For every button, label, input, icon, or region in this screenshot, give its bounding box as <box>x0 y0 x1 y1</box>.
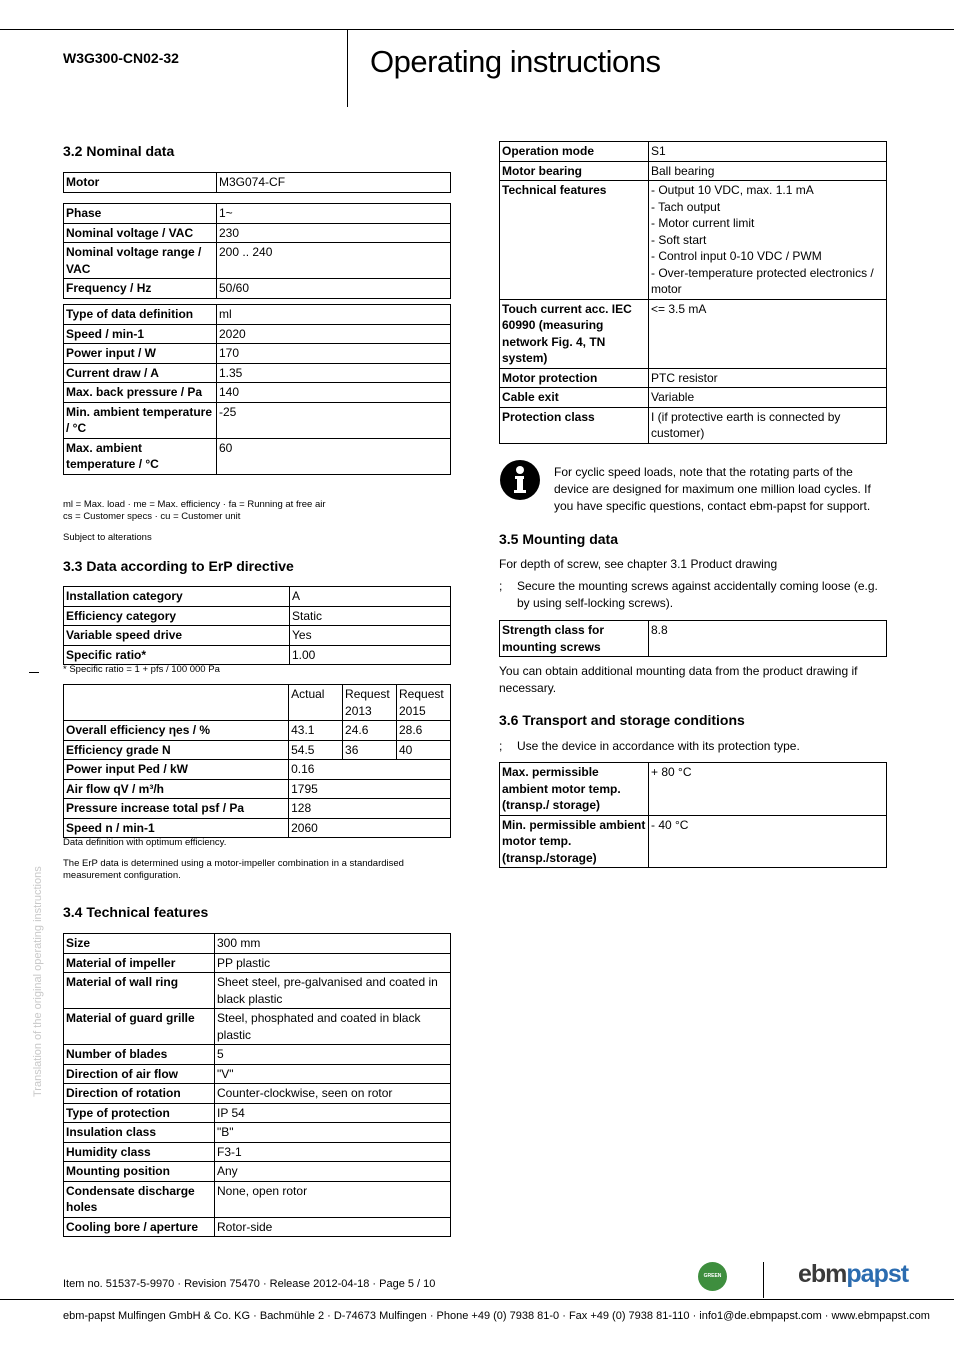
row-value: <= 3.5 mA <box>649 299 887 368</box>
heading-transport: 3.6 Transport and storage conditions <box>499 712 745 728</box>
row-value: ml <box>217 305 451 325</box>
row-value: 50/60 <box>217 279 451 299</box>
table-row <box>500 181 887 300</box>
row-value: M3G074-CF <box>217 173 451 193</box>
row-value: 28.6 <box>397 721 451 741</box>
row-value: 140 <box>217 383 451 403</box>
table-row <box>64 173 451 193</box>
row-value: Variable <box>649 388 887 408</box>
heading-technical-features: 3.4 Technical features <box>63 904 209 920</box>
table-row <box>64 1084 451 1104</box>
row-value: 43.1 <box>289 721 343 741</box>
row-label: Current draw / A <box>64 363 217 383</box>
company-info: ebm-papst Mulfingen GmbH & Co. KG · Bachmühle 2 · D-74673 Mulfingen · Phone +49 (0) 7938 81-0 · Fax +49 (0) 7938 81-110 · info1@de.ebmpapst.com · www.ebmpapst.com <box>63 1310 930 1322</box>
row-label: Variable speed drive <box>64 626 290 646</box>
table-row <box>500 388 887 408</box>
table-row <box>64 344 451 364</box>
row-label: Nominal voltage range / VAC <box>64 243 217 279</box>
row-value: A <box>290 587 451 607</box>
row-value: + 80 °C <box>649 763 887 816</box>
table-row <box>64 626 451 646</box>
row-label: Efficiency grade N <box>64 740 289 760</box>
subject-note: Subject to alterations <box>63 532 152 543</box>
bullet-text: Secure the mounting screws against accidentally coming loose (e.g. by using self-locking screws). <box>517 579 878 610</box>
table-row <box>64 363 451 383</box>
row-label: Humidity class <box>64 1142 215 1162</box>
row-value: 2020 <box>217 324 451 344</box>
row-label: Operation mode <box>500 142 649 162</box>
row-label: Technical features <box>500 181 649 300</box>
row-label: Max. permissible ambient motor temp. (transp./ storage) <box>500 763 649 816</box>
table-row <box>64 953 451 973</box>
row-value: Any <box>215 1162 451 1182</box>
table-row <box>64 1217 451 1237</box>
row-label: Cable exit <box>500 388 649 408</box>
row-label: Power input / W <box>64 344 217 364</box>
row-value: - Output 10 VDC, max. 1.1 mA - Tach output - Motor current limit - Soft start - Control input 0-10 VDC / PWM - Over-temperature protected electronics / motor <box>649 181 887 300</box>
table-row <box>64 818 451 838</box>
row-label: Direction of air flow <box>64 1064 215 1084</box>
row-label: Nominal voltage / VAC <box>64 223 217 243</box>
mounting-intro: For depth of screw, see chapter 3.1 Product drawing <box>499 557 778 571</box>
table-row <box>64 1103 451 1123</box>
row-value: PP plastic <box>215 953 451 973</box>
table-row <box>64 1142 451 1162</box>
row-label: Material of guard grille <box>64 1009 215 1045</box>
row-value: Steel, phosphated and coated in black plastic <box>215 1009 451 1045</box>
legend-line-2: cs = Customer specs · cu = Customer unit <box>63 511 241 522</box>
row-value: 36 <box>343 740 397 760</box>
table-row <box>500 142 887 162</box>
table-header-row <box>64 685 451 721</box>
row-value: 230 <box>217 223 451 243</box>
table-row <box>64 587 451 607</box>
row-label: Speed / min-1 <box>64 324 217 344</box>
column-header: Request 2015 <box>397 685 451 721</box>
row-label: Protection class <box>500 407 649 443</box>
row-value: 170 <box>217 344 451 364</box>
row-value: Yes <box>290 626 451 646</box>
table-row <box>64 645 451 665</box>
row-label: Touch current acc. IEC 60990 (measuring network Fig. 4, TN system) <box>500 299 649 368</box>
table-row <box>64 324 451 344</box>
row-value: 5 <box>215 1045 451 1065</box>
bullet-symbol: ; <box>499 579 503 593</box>
row-label: Insulation class <box>64 1123 215 1143</box>
column-header: Actual <box>289 685 343 721</box>
info-icon <box>499 459 541 501</box>
logo-part-papst: papst <box>846 1260 909 1288</box>
table-row <box>64 973 451 1009</box>
row-value: Sheet steel, pre-galvanised and coated in black plastic <box>215 973 451 1009</box>
row-label: Specific ratio* <box>64 645 290 665</box>
table-row <box>500 815 887 868</box>
row-label: Phase <box>64 204 217 224</box>
row-label: Number of blades <box>64 1045 215 1065</box>
row-value: - 40 °C <box>649 815 887 868</box>
table-row <box>64 1064 451 1084</box>
table-row <box>64 383 451 403</box>
table-row <box>64 204 451 224</box>
heading-nominal-data: 3.2 Nominal data <box>63 143 175 159</box>
info-text: For cyclic speed loads, note that the rotating parts of the device are designed for maximum one million load cycles. If you have specific questions, contact ebm-papst for support. <box>554 465 871 513</box>
row-label: Max. ambient temperature / °C <box>64 438 217 474</box>
table-row <box>64 305 451 325</box>
column-header: Request 2013 <box>343 685 397 721</box>
table-row <box>64 606 451 626</box>
table-row <box>64 799 451 819</box>
ebmpapst-logo <box>798 1260 908 1289</box>
row-label: Motor <box>64 173 217 193</box>
row-value: Static <box>290 606 451 626</box>
erp-note-2: The ErP data is determined using a motor-impeller combination in a standardised measurement configuration. <box>63 858 404 881</box>
row-label: Min. ambient temperature / °C <box>64 402 217 438</box>
row-value: 40 <box>397 740 451 760</box>
table-mounting <box>499 620 887 657</box>
table-row <box>64 279 451 299</box>
table-row <box>64 721 451 741</box>
row-value: 60 <box>217 438 451 474</box>
row-label: Air flow qV / m³/h <box>64 779 289 799</box>
table-operation <box>499 141 887 444</box>
row-label: Power input Ped / kW <box>64 760 289 780</box>
row-value: IP 54 <box>215 1103 451 1123</box>
heading-mounting-data: 3.5 Mounting data <box>499 531 618 547</box>
row-value: "B" <box>215 1123 451 1143</box>
row-value: 24.6 <box>343 721 397 741</box>
row-value: 2060 <box>289 818 451 838</box>
header-divider <box>347 29 348 107</box>
table-row <box>500 161 887 181</box>
row-label: Condensate discharge holes <box>64 1181 215 1217</box>
row-value: -25 <box>217 402 451 438</box>
table-row <box>500 763 887 816</box>
row-value: 1~ <box>217 204 451 224</box>
table-row <box>64 1162 451 1182</box>
greentech-badge: GREEN TECH <box>698 1262 727 1291</box>
row-value: 1.00 <box>290 645 451 665</box>
specific-ratio-footnote: * Specific ratio = 1 + pfs / 100 000 Pa <box>63 664 220 675</box>
row-value: 54.5 <box>289 740 343 760</box>
row-value: PTC resistor <box>649 368 887 388</box>
row-value: Rotor-side <box>215 1217 451 1237</box>
logo-divider <box>763 1262 764 1298</box>
table-row <box>64 779 451 799</box>
table-transport <box>499 762 887 868</box>
header-rule <box>0 29 954 30</box>
row-label: Overall efficiency ηes / % <box>64 721 289 741</box>
row-value: Ball bearing <box>649 161 887 181</box>
row-label: Min. permissible ambient motor temp. (transp./storage) <box>500 815 649 868</box>
table-row <box>64 1045 451 1065</box>
row-label: Strength class for mounting screws <box>500 621 649 657</box>
page-title: Operating instructions <box>370 44 661 79</box>
heading-erp: 3.3 Data according to ErP directive <box>63 558 294 574</box>
table-row <box>64 402 451 438</box>
table-performance <box>63 304 451 475</box>
row-value: Counter-clockwise, seen on rotor <box>215 1084 451 1104</box>
table-row <box>64 223 451 243</box>
table-erp-category <box>63 586 451 665</box>
header-blank <box>64 685 289 721</box>
table-motor <box>63 172 451 193</box>
transport-bullet <box>499 738 887 756</box>
row-label: Material of impeller <box>64 953 215 973</box>
table-row <box>500 407 887 443</box>
legend-line-1: ml = Max. load · me = Max. efficiency · fa = Running at free air <box>63 499 326 510</box>
logo-part-ebm: ebm <box>798 1260 847 1288</box>
bullet-text: Use the device in accordance with its protection type. <box>517 739 800 753</box>
row-value: 0.16 <box>289 760 451 780</box>
row-value: 300 mm <box>215 934 451 954</box>
table-row <box>500 299 887 368</box>
row-label: Mounting position <box>64 1162 215 1182</box>
row-value: 1795 <box>289 779 451 799</box>
bullet-symbol: ; <box>499 739 503 753</box>
row-label: Material of wall ring <box>64 973 215 1009</box>
row-label: Installation category <box>64 587 290 607</box>
row-label: Efficiency category <box>64 606 290 626</box>
table-row <box>64 740 451 760</box>
table-row <box>64 1181 451 1217</box>
table-row <box>500 368 887 388</box>
table-row <box>64 243 451 279</box>
table-technical-features <box>63 933 451 1237</box>
row-label: Type of data definition <box>64 305 217 325</box>
table-row <box>64 760 451 780</box>
table-erp-efficiency <box>63 684 451 838</box>
table-row <box>64 1009 451 1045</box>
mounting-bullet <box>499 578 887 614</box>
footer-rule <box>0 1299 954 1300</box>
row-value: S1 <box>649 142 887 162</box>
row-value: I (if protective earth is connected by customer) <box>649 407 887 443</box>
row-label: Size <box>64 934 215 954</box>
row-value: F3-1 <box>215 1142 451 1162</box>
row-label: Motor protection <box>500 368 649 388</box>
margin-mark <box>29 672 39 673</box>
row-label: Cooling bore / aperture <box>64 1217 215 1237</box>
row-value: 8.8 <box>649 621 887 657</box>
sidebar-note: Translation of the original operating instructions <box>32 866 44 1097</box>
row-label: Direction of rotation <box>64 1084 215 1104</box>
row-label: Type of protection <box>64 1103 215 1123</box>
row-value: "V" <box>215 1064 451 1084</box>
row-value: 128 <box>289 799 451 819</box>
row-value: None, open rotor <box>215 1181 451 1217</box>
mounting-after: You can obtain additional mounting data from the product drawing if necessary. <box>499 664 858 695</box>
table-electrical <box>63 203 451 299</box>
model-number: W3G300-CN02-32 <box>63 50 179 66</box>
erp-note-1: Data definition with optimum efficiency. <box>63 837 227 848</box>
row-label: Motor bearing <box>500 161 649 181</box>
row-value: 1.35 <box>217 363 451 383</box>
table-row <box>64 934 451 954</box>
row-label: Pressure increase total psf / Pa <box>64 799 289 819</box>
row-label: Max. back pressure / Pa <box>64 383 217 403</box>
table-row <box>64 438 451 474</box>
document-info: Item no. 51537-5-9970 · Revision 75470 · Release 2012-04-18 · Page 5 / 10 <box>63 1278 436 1290</box>
row-label: Speed n / min-1 <box>64 818 289 838</box>
table-row <box>500 621 887 657</box>
row-value: 200 .. 240 <box>217 243 451 279</box>
table-row <box>64 1123 451 1143</box>
row-label: Frequency / Hz <box>64 279 217 299</box>
